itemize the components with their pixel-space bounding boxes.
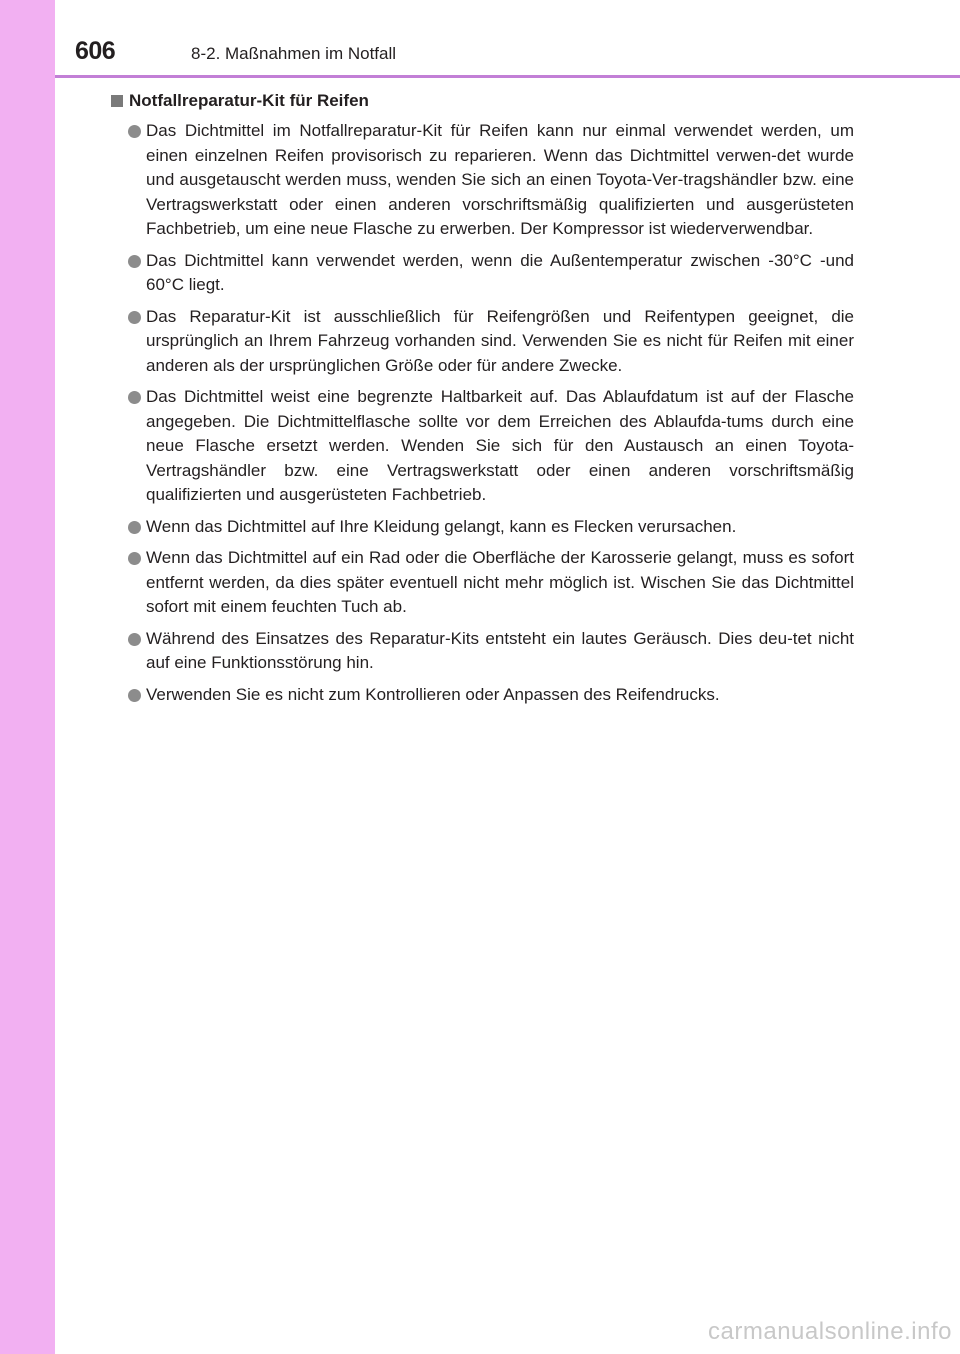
bullet-list <box>111 119 854 707</box>
list-item <box>128 683 854 708</box>
list-item-text: Wenn das Dichtmittel auf ein Rad oder die Oberfläche der Karosserie gelangt, muss es sofort entfernt werden, da dies später eventuell nicht mehr möglich ist. Wischen Sie das Dichtmittel sofort mit einem feuchten Tuch ab. <box>146 548 854 616</box>
list-item-text: Das Reparatur-Kit ist ausschließlich für Reifengrößen und Reifentypen geeignet, die ursprünglich an Ihrem Fahrzeug vorhanden sind. Verwenden Sie es nicht für Reifen mit einer anderen als der ursprünglichen Größe oder für andere Zwecke. <box>146 306 854 375</box>
side-color-band <box>0 0 55 1354</box>
list-item-text: Das Dichtmittel weist eine begrenzte Haltbarkeit auf. Das Ablaufdatum ist auf der Flasche angegeben. Die Dichtmittelflasche sollte vor dem Erreichen des Ablaufda-tums durch eine neue Flasche ersetzt werden. Wenden Sie sich für den Austausch an einen Toyota-Vertragshändler bzw. eine Vertragswerkstatt oder einen anderen vorschriftsmäßig qualifizierten und ausgerüsteten Fachbetrieb. <box>146 387 854 504</box>
subheading-text: Notfallreparatur-Kit für Reifen <box>129 91 369 110</box>
header-rule <box>55 75 960 78</box>
round-bullet-icon <box>128 689 141 702</box>
list-item <box>128 627 854 676</box>
list-item-text: Verwenden Sie es nicht zum Kontrollieren oder Anpassen des Reifendrucks. <box>146 684 720 704</box>
subheading <box>111 89 854 113</box>
round-bullet-icon <box>128 311 141 324</box>
page-number: 606 <box>75 37 116 65</box>
list-item <box>128 515 854 540</box>
list-item-text: Wenn das Dichtmittel auf Ihre Kleidung gelangt, kann es Flecken verursachen. <box>146 516 737 536</box>
main-content <box>111 89 854 714</box>
list-item-text: Während des Einsatzes des Reparatur-Kits entsteht ein lautes Geräusch. Dies deu-tet nicht auf eine Funktionsstörung hin. <box>146 628 854 672</box>
round-bullet-icon <box>128 521 141 534</box>
list-item <box>128 119 854 242</box>
watermark-text: carmanualsonline.info <box>708 1318 952 1345</box>
list-item <box>128 546 854 620</box>
list-item-text: Das Dichtmittel kann verwendet werden, wenn die Außentemperatur zwischen -30°C -und 60°C liegt. <box>146 250 854 294</box>
section-title: 8-2. Maßnahmen im Notfall <box>191 44 397 63</box>
list-item <box>128 249 854 298</box>
round-bullet-icon <box>128 391 141 404</box>
list-item-text: Das Dichtmittel im Notfallreparatur-Kit für Reifen kann nur einmal verwendet werden, um einen einzelnen Reifen provisorisch zu reparieren. Wenn das Dichtmittel verwen-det wurde und ausgetauscht werden muss, wenden Sie sich an einen Toyota-Ver-tragshändler bzw. eine Vertragswerkstatt oder einen anderen vorschriftsmäßig qualifizierten und ausgerüsteten Fachbetrieb, um eine neue Flasche zu erwerben. Der Kompressor ist wiederverwendbar. <box>146 121 854 238</box>
round-bullet-icon <box>128 552 141 565</box>
square-bullet-icon <box>111 95 123 107</box>
list-item <box>128 385 854 508</box>
round-bullet-icon <box>128 125 141 138</box>
round-bullet-icon <box>128 255 141 268</box>
list-item <box>128 305 854 379</box>
round-bullet-icon <box>128 633 141 646</box>
